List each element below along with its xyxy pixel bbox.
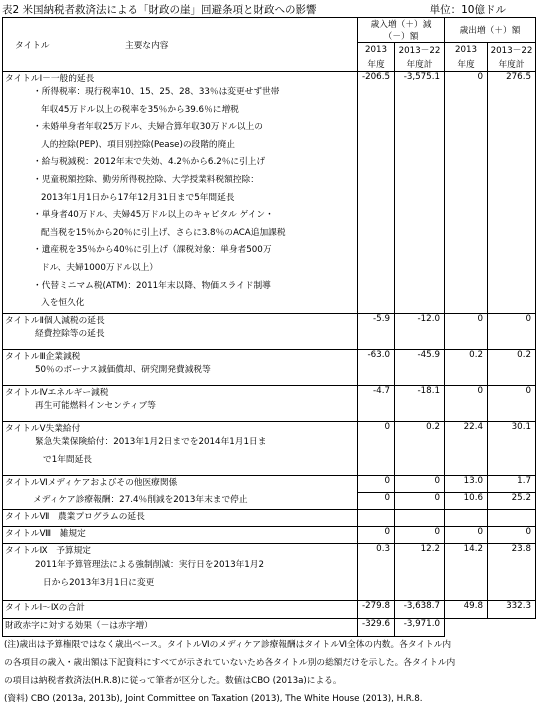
row-content	[3, 510, 358, 527]
rev-range-value: 12.2	[395, 544, 445, 601]
note-line: (注)歳出は予算権限ではなく歳出ベース。タイトルⅥのメディケア診療報酬はタイトルⅥ全体の内数。各タイトル内	[4, 640, 452, 650]
row-detail	[5, 434, 355, 469]
col-out-2013-unit: 年度	[445, 57, 488, 72]
deficit-effect-row	[3, 619, 536, 637]
row-content	[3, 314, 358, 350]
row-detail	[5, 398, 355, 416]
row-content	[3, 527, 358, 544]
note-line: の項目は納税者救済法(H.R.8)に従って筆者が区分した。数値はCBO (2013a)による。	[4, 676, 342, 686]
table-row	[3, 386, 536, 422]
total-out-2013: 49.8	[445, 601, 488, 619]
detail-line: ・遺産税を35％から40％に引上げ（課税対象：単身者500万	[33, 245, 272, 256]
row-detail	[5, 362, 355, 380]
col-rev-2013: 2013	[358, 43, 395, 57]
deficit-rev-range: -3,971.0	[395, 619, 445, 637]
out-2013-value: 13.0	[445, 476, 488, 493]
detail-line: で1年間延長	[43, 454, 92, 465]
rev-2013-value	[358, 510, 395, 527]
row-title: タイトルⅥメディケアおよびその他医療関係	[5, 478, 178, 488]
detail-line: 入を恒久化	[41, 298, 85, 309]
row-title: タイトルⅤ失業給付	[5, 424, 81, 434]
rev-2013-value: 0	[358, 476, 395, 493]
detail-line: 2013年1月1日から17年12月31日まで5年間延長	[41, 192, 235, 203]
out-2013-value: 0	[445, 72, 488, 314]
out-range-value: 1.7	[488, 476, 536, 493]
rev-2013-value: 0	[358, 527, 395, 544]
out-2013-value: 0	[445, 527, 488, 544]
fiscal-impact-table	[2, 17, 536, 637]
col-rev-2013-unit: 年度	[358, 57, 395, 72]
unit-label: 単位：10億ドル	[429, 4, 506, 16]
table-header-bar	[2, 1, 534, 17]
blank-cell	[488, 619, 536, 637]
table-row	[3, 422, 536, 476]
out-2013-value: 0	[445, 314, 488, 350]
row-title: タイトルⅣエネルギー減税	[5, 388, 109, 398]
table-row	[3, 510, 536, 527]
rev-range-value	[395, 510, 445, 527]
detail-line: 年収45万ドル以上の税率を35％から39.6％に増税	[41, 104, 239, 115]
row-title: タイトルⅢ企業減税	[5, 352, 81, 362]
out-range-value: 0	[488, 386, 536, 422]
rev-range-value: 0	[395, 476, 445, 493]
row-title: タイトルⅧ 雑規定	[5, 529, 86, 539]
row-title: タイトルⅠ－一般的延長	[5, 74, 95, 84]
out-2013-value: 0.2	[445, 350, 488, 386]
detail-line: 2011年予算管理法による強制削減：実行日を2013年1月2	[35, 560, 265, 570]
table-title: 表2 米国納税者救済法による「財政の崖」回避条項と財政への影響	[2, 4, 317, 16]
rev-2013-value: -63.0	[358, 350, 395, 386]
row-title: タイトルⅡ個人減税の延長	[5, 316, 105, 326]
total-rev-range: -3,638.7	[395, 601, 445, 619]
col-content-label: 主要な内容	[125, 40, 169, 51]
col-revenue-group: 歳入増（＋）減（－）額	[358, 18, 445, 43]
out-2013-value: 10.6	[445, 493, 488, 510]
detail-line: 人的控除(PEP)、項目別控除(Pease)の段階的廃止	[41, 139, 235, 150]
row-title: タイトルⅦ 農業プログラムの延長	[5, 512, 145, 522]
row-content	[3, 350, 358, 386]
detail-line: ・代替ミニマム税(ATM)：2011年末以降、物価スライド制導	[33, 280, 271, 291]
out-2013-value: 22.4	[445, 422, 488, 476]
row-content	[3, 422, 358, 476]
rev-range-value: 0	[395, 527, 445, 544]
rev-range-value: 0	[395, 493, 445, 510]
table-row	[3, 544, 536, 601]
deficit-effect-label: 財政赤字に対する効果（－は赤字増）	[3, 619, 358, 637]
total-out-range: 332.3	[488, 601, 536, 619]
out-range-value: 30.1	[488, 422, 536, 476]
detail-line: ・所得税率：現行税率10、15、25、28、33％は変更せず世帯	[33, 87, 280, 97]
rev-range-value: -45.9	[395, 350, 445, 386]
total-rev-2013: -279.8	[358, 601, 395, 619]
table-row	[3, 350, 536, 386]
total-row	[3, 601, 536, 619]
table-row	[3, 493, 536, 510]
out-range-value: 23.8	[488, 544, 536, 601]
row-content	[3, 72, 358, 314]
out-range-value	[488, 510, 536, 527]
col-outlay-group: 歳出増（＋）額	[445, 18, 536, 43]
rev-2013-value: 0	[358, 422, 395, 476]
col-rev-range-unit: 年度計	[395, 57, 445, 72]
out-range-value: 0	[488, 314, 536, 350]
row-subtitle: メディケア診療報酬：27.4％削減を2013年末まで停止	[33, 494, 248, 505]
header-title-content	[3, 18, 358, 72]
detail-line: 日から2013年3月1日に変更	[43, 577, 155, 588]
total-label: タイトルⅠ～Ⅸの合計	[3, 601, 358, 619]
out-2013-value: 14.2	[445, 544, 488, 601]
col-rev-range: 2013－22	[395, 43, 445, 57]
table-row	[3, 476, 536, 493]
row-detail	[5, 556, 355, 592]
table-row	[3, 527, 536, 544]
col-title-label: タイトル	[15, 40, 50, 51]
blank-cell	[445, 619, 488, 637]
col-out-range: 2013－22	[488, 43, 536, 57]
out-range-value: 276.5	[488, 72, 536, 314]
rev-2013-value: -206.5	[358, 72, 395, 314]
detail-line: 経費控除等の延長	[35, 329, 105, 339]
detail-line: ・単身者40万ドル、夫婦45万ドル以上のキャピタル ゲイン・	[33, 210, 274, 221]
out-range-value: 25.2	[488, 493, 536, 510]
col-out-2013: 2013	[445, 43, 488, 57]
detail-line: 配当税を15％から20％に引上げ、さらに3.8％のACA追加課税	[41, 227, 286, 238]
rev-2013-value: 0	[358, 493, 395, 510]
col-out-range-unit: 年度計	[488, 57, 536, 72]
detail-line: ドル、夫婦1000万ドル以上）	[41, 262, 158, 273]
row-content	[3, 476, 358, 493]
deficit-rev-2013: -329.6	[358, 619, 395, 637]
detail-line: ・未婚単身者年収25万ドル、夫婦合算年収30万ドル以上の	[33, 122, 263, 133]
row-detail	[5, 84, 355, 313]
detail-line: 再生可能燃料インセンティブ等	[35, 401, 156, 411]
note-line: の各項目の歳入・歳出額は下記資料にすべてが示されていないため各タイトル別の総額だけを示した。各タイトル内	[4, 658, 456, 668]
out-2013-value	[445, 510, 488, 527]
detail-line: ・給与税減税：2012年末で失効、4.2％から6.2％に引上げ	[33, 157, 266, 168]
rev-range-value: 0.2	[395, 422, 445, 476]
table-notes	[4, 636, 534, 708]
out-range-value: 0	[488, 527, 536, 544]
rev-2013-value: -5.9	[358, 314, 395, 350]
row-content	[3, 493, 358, 510]
row-detail	[5, 326, 355, 344]
out-2013-value: 0	[445, 386, 488, 422]
rev-range-value: -3,575.1	[395, 72, 445, 314]
rev-range-value: -12.0	[395, 314, 445, 350]
detail-line: 緊急失業保険給付：2013年1月2日までを2014年1月1日ま	[35, 437, 267, 447]
table-row	[3, 314, 536, 350]
rev-2013-value: 0.3	[358, 544, 395, 601]
source-line: (資料) CBO (2013a, 2013b), Joint Committee on Taxation (2013), The White House (2013), H.R.8.	[4, 694, 423, 704]
detail-line: ・児童税額控除、勤労所得税控除、大学授業料税額控除：	[33, 174, 259, 185]
detail-line: 50％のボーナス減価償却、研究開発費減税等	[35, 365, 211, 375]
rev-2013-value: -4.7	[358, 386, 395, 422]
row-title: タイトルⅨ 予算規定	[5, 546, 91, 556]
out-range-value: 0.2	[488, 350, 536, 386]
rev-range-value: -18.1	[395, 386, 445, 422]
table-row	[3, 72, 536, 314]
row-content	[3, 544, 358, 601]
row-content	[3, 386, 358, 422]
header-row-1	[3, 18, 536, 43]
